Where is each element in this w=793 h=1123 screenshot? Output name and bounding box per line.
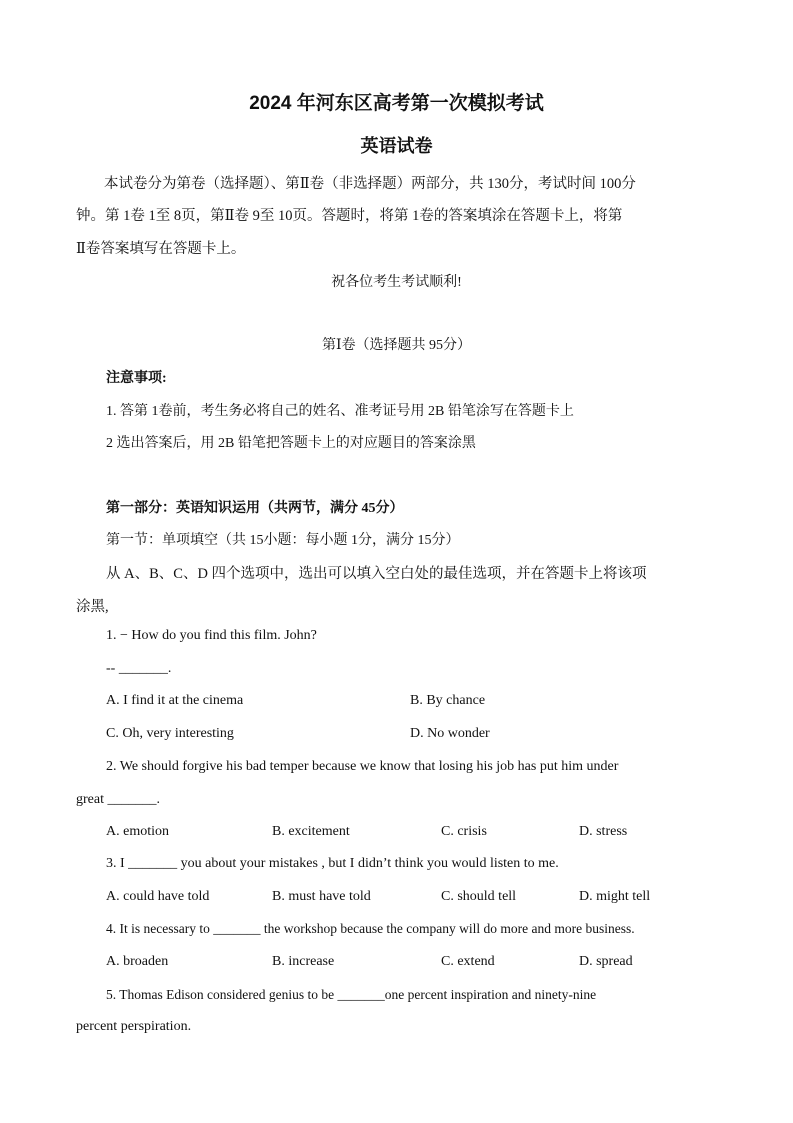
q3-option-d: D. might tell — [579, 889, 651, 904]
section-subheading: 第一节：单项填空（共 15小题：每小题 1分，满分 15分） — [106, 533, 460, 548]
q1-option-c: C. Oh, very interesting — [106, 726, 234, 741]
q2-option-a: A. emotion — [106, 824, 169, 839]
notice-item-2: 2 选出答案后，用 2B 铅笔把答题卡上的对应题目的答案涂黑 — [106, 436, 476, 451]
q5-stem-line-2: percent perspiration. — [76, 1019, 192, 1034]
section-instruction-2: 涂黑, — [76, 599, 109, 615]
q4-option-b: B. increase — [272, 954, 335, 969]
q1-option-d: D. No wonder — [410, 726, 490, 741]
intro-line-2: 钟。第 1卷 1至 8页，第Ⅱ卷 9至 10页。答题时，将第 1卷的答案填涂在答题卡上，将第 — [76, 208, 623, 224]
q3-option-c: C. should tell — [441, 889, 517, 904]
q3-option-a: A. could have told — [106, 889, 210, 904]
q5-stem-line-1: 5. Thomas Edison considered genius to be _______one percent inspiration and ninety-nine — [106, 987, 597, 1002]
q1-stem: 1. − How do you find this film. John? — [106, 628, 317, 643]
q2-option-b: B. excitement — [272, 824, 350, 839]
part1-heading: 第Ⅰ卷（选择题共 95分） — [321, 338, 472, 353]
q2-stem-line-1: 2. We should forgive his bad temper because we know that losing his job has put him under — [106, 759, 619, 774]
notice-title: 注意事项: — [106, 371, 167, 386]
q3-stem: 3. I _______ you about your mistakes , but I didn’t think you would listen to me. — [106, 856, 559, 871]
q1-reply: -- _______. — [106, 661, 172, 676]
q2-option-d: D. stress — [579, 824, 628, 839]
section-heading: 第一部分：英语知识运用（共两节，满分 45分） — [106, 501, 404, 516]
intro-line-3: Ⅱ卷答案填写在答题卡上。 — [76, 241, 246, 257]
q4-option-a: A. broaden — [106, 954, 169, 969]
exam-subtitle: 英语试卷 — [360, 136, 433, 156]
q1-option-b: B. By chance — [410, 693, 486, 708]
q4-option-d: D. spread — [579, 954, 633, 969]
intro-line-1: 本试卷分为第卷（选择题）、第Ⅱ卷（非选择题）两部分，共 130分，考试时间 100分 — [104, 176, 636, 192]
q2-stem-line-2: great _______. — [76, 792, 160, 807]
section-instruction-1: 从 A、B、C、D 四个选项中，选出可以填入空白处的最佳选项，并在答题卡上将该项 — [106, 566, 647, 582]
q2-option-c: C. crisis — [441, 824, 487, 839]
q4-stem: 4. It is necessary to _______ the workshop because the company will do more and more business. — [106, 921, 635, 936]
q3-option-b: B. must have told — [272, 889, 371, 904]
exam-title: 2024 年河东区高考第一次模拟考试 — [249, 93, 544, 114]
good-luck-text: 祝各位考生考试顺利! — [331, 275, 462, 290]
notice-item-1: 1. 答第 1卷前，考生务必将自己的姓名、准考证号用 2B 铅笔涂写在答题卡上 — [106, 404, 574, 419]
q1-option-a: A. I find it at the cinema — [106, 693, 244, 708]
q4-option-c: C. extend — [441, 954, 495, 969]
